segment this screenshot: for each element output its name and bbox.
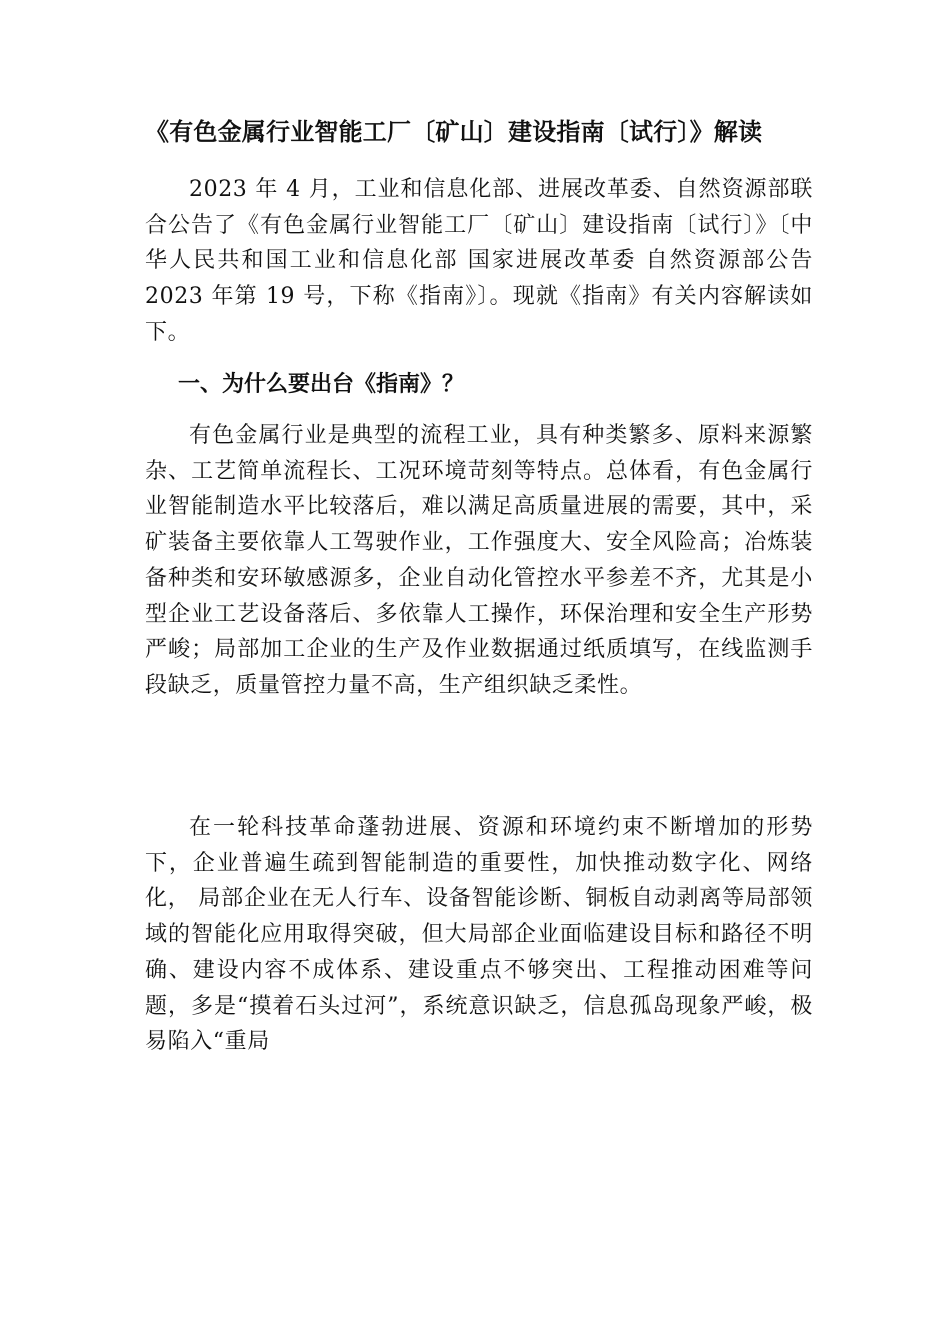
paragraph-industry-status: 有色金属行业是典型的流程工业，具有种类繁多、原料来源繁杂、工艺简单流程长、工况环境苛刻等特点。总体看，有色金属行业智能制造水平比较落后，难以满足高质量进展的需要，其中，采矿装备主要依靠人工驾驶作业，工作强度大、安全风险高；冶炼装备种类和安环敏感源多，企业自动化管控水平参差不齐，尤其是小型企业工艺设备落后、多依靠人工操作，环保治理和安全生产形势严峻；局部加工企业的生产及作业数据通过纸质填写，在线监测手段缺乏，质量管控力量不高，生产组织缺乏柔性。 <box>145 423 813 698</box>
document-title: 《有色金属行业智能工厂〔矿山〕建设指南〔试行〕》解读 <box>145 117 763 146</box>
paragraph-intro: 2023 年 4 月，工业和信息化部、进展改革委、自然资源部联合公告了《有色金属行业智能工厂〔矿山〕建设指南〔试行〕》〔中华人民共和国工业和信息化部 国家进展改革委 自然资源部公告 2023 年第 19 号，下称《指南》〕。现就《指南》有关内容解读如下。 <box>145 177 813 345</box>
paragraph-tech-revolution: 在一轮科技革命蓬勃进展、资源和环境约束不断增加的形势下，企业普遍生疏到智能制造的重要性，加快推动数字化、网络化， 局部企业在无人行车、设备智能诊断、铜板自动剥离等局部领域的智能化应用取得突破，但大局部企业面临建设目标和路径不明确、建设内容不成体系、建设重点不够突出、工程推动困难等问题，多是“摸着石头过河”，系统意识缺乏，信息孤岛现象严峻，极易陷入“重局 <box>145 815 813 1055</box>
section-heading-1: 一、为什么要出台《指南》？ <box>178 371 465 397</box>
